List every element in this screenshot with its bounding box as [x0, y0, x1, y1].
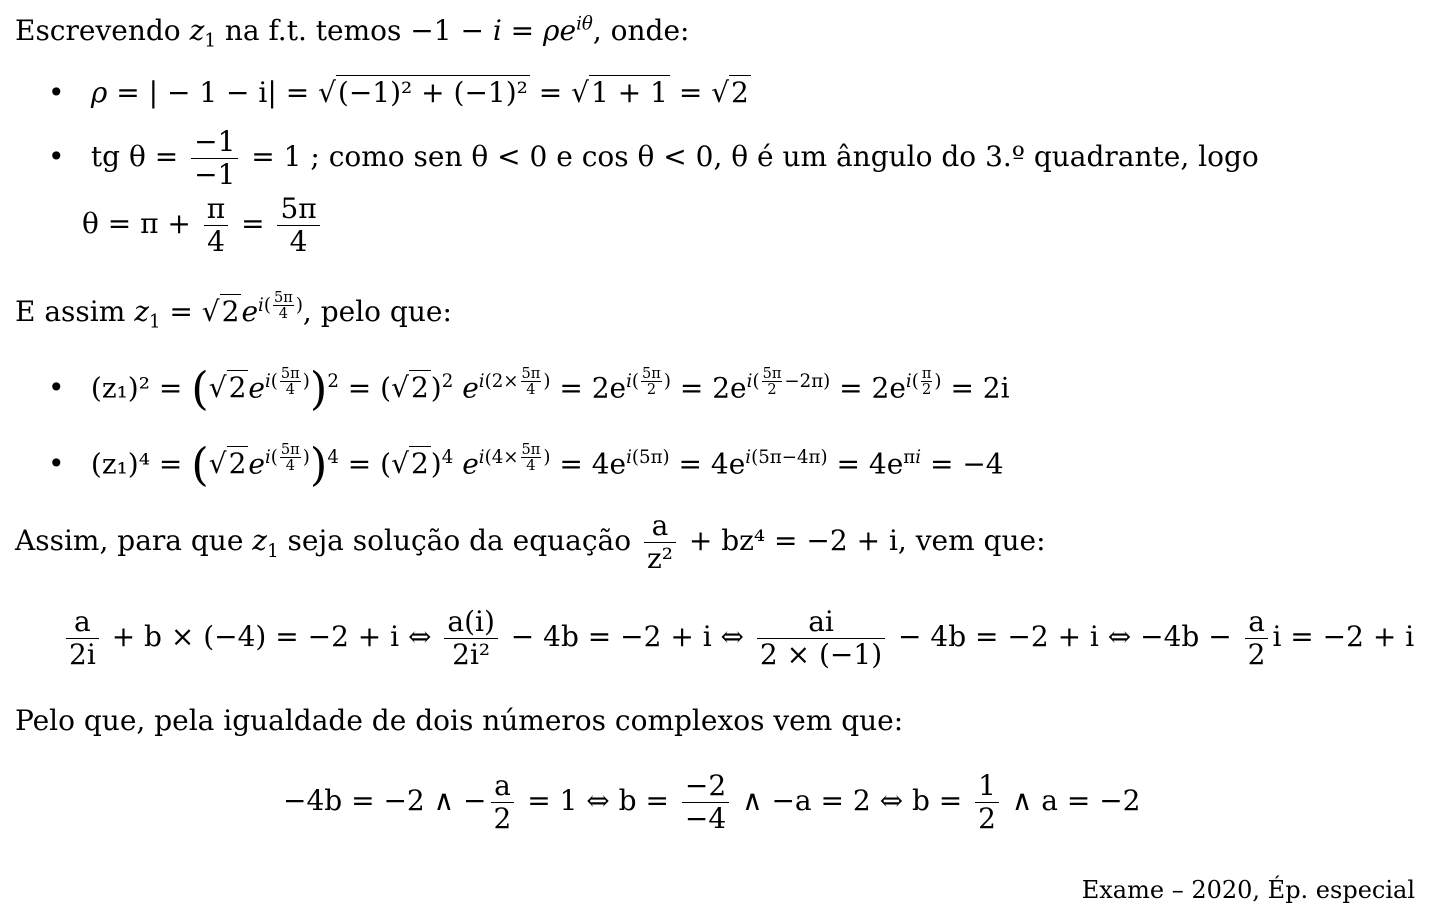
- argument-bullet: • tg θ = $\frac{-1}{-1}$ = 1 ; como sen θ < 0 e cos θ < 0, θ é um ângulo do 3.º quadrante, logo: [48, 125, 1259, 192]
- intro-line: Escrevendo $z_1$ na f.t. temos $-1 - i = \rho e^{i\theta}$, onde:: [15, 13, 690, 52]
- trig-suffix: , pelo que:: [302, 295, 452, 329]
- solve-line: $\frac{a}{2i}$ + b × (−4) = −2 + i ⇔ $\frac{a(i)}{\text{2i²}}$ − 4b = −2 + i ⇔ $\frac{ai}{2 \times (-1)}$ − 4b = −2 + i ⇔ −4b − $\frac{a}{2}$ i = −2 + i: [62, 606, 1414, 671]
- power2-bullet: • $(z_1)^2 = (√2e^{i( \frac{5\pi}{4} )})^2 = (√2)^2$ $e^{i(2\times \frac{5\pi}{4} )} = 2e^{i( \frac{5\pi}{2} )} = 2e^{i( \frac{5\pi}{2} -2\pi)} = 2e^{i( \frac{\pi}{2} )} = 2i$: [48, 362, 1010, 415]
- sqrt-two: √2: [711, 76, 749, 109]
- fraction-a-z2: $\frac{a}{\text{z²}}$: [644, 510, 676, 575]
- equality-intro: Pelo que, pela igualdade de dois números complexos vem que:: [15, 704, 904, 737]
- intro-mid: na f.t. temos: [224, 14, 402, 47]
- trig-form-line: E assim $z_1 = √2e^{i( \frac{5\pi}{4} )}$, pelo que:: [15, 289, 452, 333]
- modulus-bullet: • ρ = | − 1 − i| = √(−1)² + (−1)² = √1 + 1 = √2: [48, 76, 749, 109]
- modulus-expr: = | − 1 − i| =: [116, 76, 310, 109]
- fraction-5pi-4: $\frac{5\pi}{4}$: [277, 193, 319, 258]
- quadrant-text: = 1 ; como sen θ < 0 e cos θ < 0, θ é um ângulo do 3.º quadrante, logo: [251, 140, 1259, 174]
- tg-theta-lhs: tg θ =: [90, 140, 179, 174]
- power4-result: = −4: [929, 447, 1004, 481]
- modulus-eq: =: [538, 76, 563, 109]
- modulus-eq2: =: [678, 76, 703, 109]
- theta-line: θ = π + $\frac{\pi}{4}$ = $\frac{5\pi}{4}$: [82, 193, 324, 258]
- fraction-minus-one: $\frac{-1}{-1}$: [191, 126, 238, 191]
- sqrt-one-plus-one: √1 + 1: [571, 76, 668, 109]
- power2-result: = 2i: [950, 371, 1010, 405]
- equation-intro-line: Assim, para que $z_1$ seja solução da equação $\frac{a}{\text{z²}}$ + bz⁴ = −2 + i, vem que:: [15, 509, 1046, 576]
- fraction-pi-4: $\frac{\pi}{4}$: [204, 193, 228, 258]
- theta-prefix: θ = π +: [82, 207, 191, 241]
- power4-bullet: • $(z_1)^4 = (√2e^{i( \frac{5\pi}{4} )})^4 = (√2)^4$ $e^{i(4\times \frac{5\pi}{4} )} = 4e^{i(5\pi)} = 4e^{i(5\pi-4\pi)} = 4e^{\pi i} = -4$: [48, 438, 1004, 491]
- rho-symbol: ρ: [90, 76, 108, 109]
- trig-prefix: E assim: [15, 295, 126, 329]
- intro-prefix: Escrevendo: [15, 14, 181, 47]
- power2-lhs: (z₁)² =: [90, 371, 183, 405]
- power4-lhs: (z₁)⁴ =: [90, 447, 183, 481]
- final-line: −4b = −2 ∧ − $\frac{a}{2}$ = 1 ⇔ b = $\frac{-2}{-4}$ ∧ −a = 2 ⇔ b = $\frac{1}{2}$ ∧ a = −2: [283, 769, 1141, 836]
- source-label: Exame – 2020, Ép. especial: [1081, 876, 1415, 904]
- intro-suffix: , onde:: [592, 14, 690, 47]
- sqrt-sum-squares: √(−1)² + (−1)²: [318, 76, 528, 109]
